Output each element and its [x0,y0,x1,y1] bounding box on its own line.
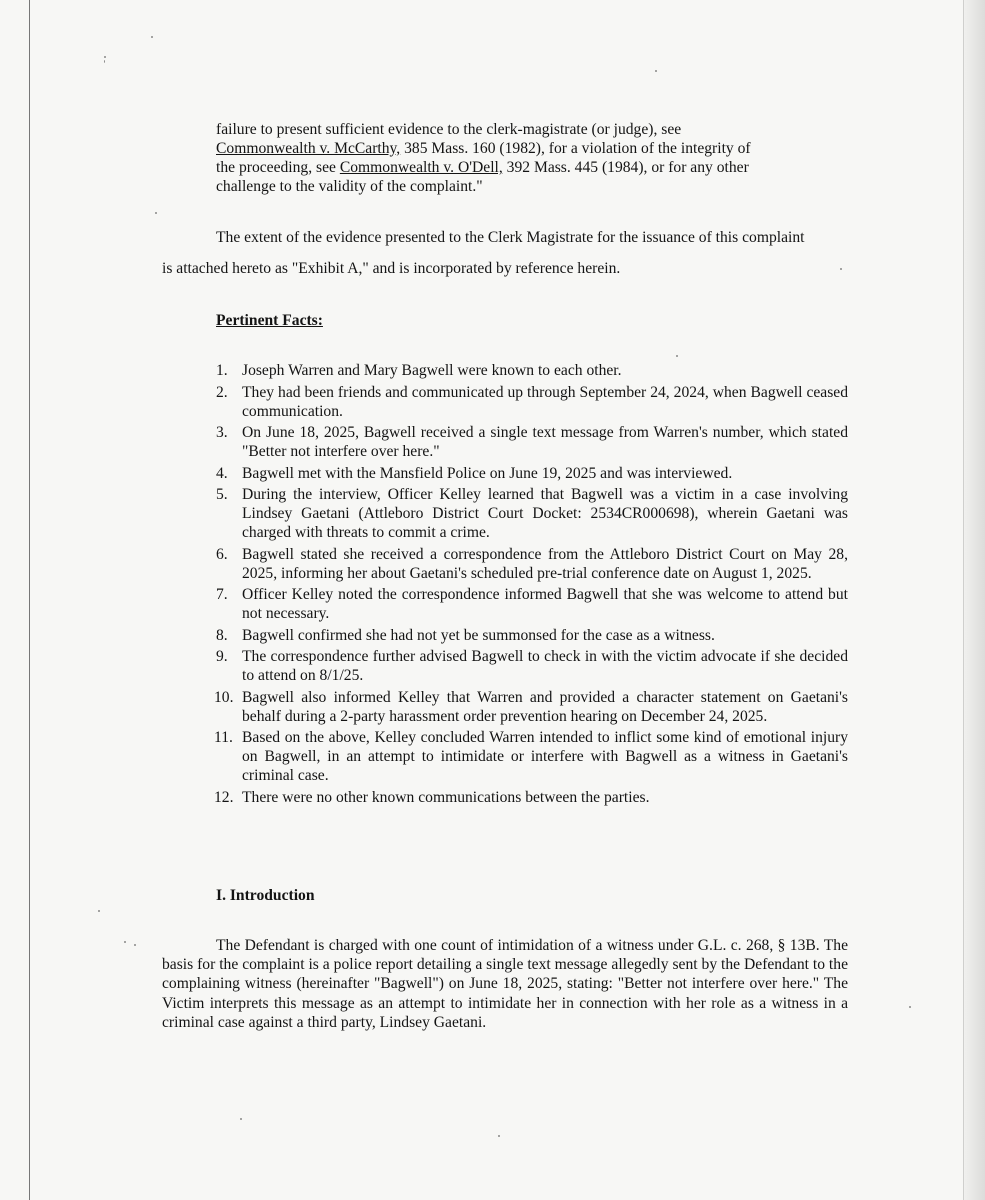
page-edge-line-right [963,0,964,1200]
case-citation-detail: 392 Mass. 445 (1984), or for any other [502,159,749,176]
fact-text: Officer Kelley noted the correspondence informed Bagwell that she was welcome to attend but not necessary. [242,586,848,622]
fact-text: Based on the above, Kelley concluded Warren intended to inflict some kind of emotional injury on Bagwell, in an attempt to intimidate or interfere with Bagwell as a witness in Gaetani's criminal case. [242,729,848,784]
case-citation-mccarthy: Commonwealth v. McCarthy, [216,140,401,157]
pertinent-facts-list [216,361,848,809]
fact-number: 3. [216,424,228,441]
scan-speck [655,70,657,72]
fact-item [216,688,848,726]
fact-text: Joseph Warren and Mary Bagwell were known to each other. [242,362,622,379]
scan-speck [676,355,678,357]
fact-item [216,626,848,645]
quote-line-2 [216,139,798,158]
fact-item [216,585,848,623]
fact-item [216,423,848,461]
quoted-passage [216,120,798,196]
fact-item [216,383,848,421]
fact-number: 11. [214,729,233,746]
fact-item [216,485,848,542]
scan-speck [151,36,153,38]
introduction-paragraph: The Defendant is charged with one count of intimidation of a witness under G.L. c. 268, § 13B. The basis for the complaint is a police report detailing a single text message allegedly sent by the Defendant to the complaining witness (hereinafter "Bagwell") on June 18, 2025, stating: "Better not interfere over here." The Victim interprets this message as an attempt to intimidate her in connection with her role as a witness in a criminal case against a third party, Lindsey Gaetani. [162,937,848,1031]
fact-text: Bagwell met with the Mansfield Police on June 19, 2025 and was interviewed. [242,464,733,482]
fact-item [216,728,848,785]
fact-number: 6. [216,545,228,563]
quote-line-3 [216,158,798,177]
case-citation-odell: Commonwealth v. O'Dell, [339,159,503,176]
scan-speck [98,910,100,912]
evidence-paragraph-line-1: The extent of the evidence presented to the Clerk Magistrate for the issuance of this complaint [216,229,805,246]
quote-line-1 [216,120,798,139]
fact-item [216,361,848,380]
quote-line-4 [216,177,798,196]
fact-number: 9. [216,648,228,665]
scan-speck [104,60,105,63]
fact-item [216,545,848,583]
fact-text: They had been friends and communicated up through September 24, 2024, when Bagwell ceased communication. [242,383,848,420]
fact-text: Bagwell confirmed she had not yet be summonsed for the case as a witness. [242,626,715,644]
scan-speck [240,1118,242,1120]
fact-number: 5. [216,486,228,503]
evidence-paragraph-line-2: is attached hereto as "Exhibit A," and is incorporated by reference herein. [162,260,621,277]
introduction-heading: I. Introduction [216,887,315,904]
fact-text: On June 18, 2025, Bagwell received a single text message from Warren's number, which stated "Better not interfere over here." [242,424,848,460]
quote-text: the proceeding, see [216,159,340,176]
scan-speck [104,56,106,58]
page-edge-line [29,0,30,1200]
scan-speck [124,941,126,943]
fact-text: Bagwell also informed Kelley that Warren and provided a character statement on Gaetani's behalf during a 2-party harassment order prevention hearing on December 24, 2025. [242,688,848,725]
fact-number: 8. [216,626,228,644]
scan-speck [498,1135,500,1137]
fact-number: 7. [216,586,228,603]
page-edge-shadow [963,0,985,1200]
fact-text: Bagwell stated she received a correspondence from the Attleboro District Court on May 28, 2025, informing her about Gaetani's scheduled pre-trial conference date on August 1, 2025. [242,545,848,582]
fact-number: 10. [214,688,234,706]
fact-item [216,647,848,685]
fact-text: During the interview, Officer Kelley learned that Bagwell was a victim in a case involving Lindsey Gaetani (Attleboro District Court Docket: 2534CR000698), wherein Gaetani was charged with threats to commit a crime. [242,486,848,541]
fact-number: 4. [216,464,228,482]
pertinent-facts-heading: Pertinent Facts: [216,312,323,329]
fact-text: There were no other known communications between the parties. [242,788,650,806]
fact-number: 12. [214,788,234,806]
case-citation-detail: 385 Mass. 160 (1982), for a violation of the integrity of [400,140,751,157]
fact-number: 1. [216,362,228,379]
fact-item [216,788,848,807]
scan-speck [134,944,136,946]
scan-speck [155,212,157,214]
fact-text: The correspondence further advised Bagwell to check in with the victim advocate if she decided to attend on 8/1/25. [242,648,848,684]
quote-text: challenge to the validity of the complaint." [216,178,483,195]
fact-item [216,464,848,483]
scan-speck [909,1006,911,1008]
quote-text: failure to present sufficient evidence to the clerk-magistrate (or judge), see [216,121,682,138]
fact-number: 2. [216,383,228,401]
